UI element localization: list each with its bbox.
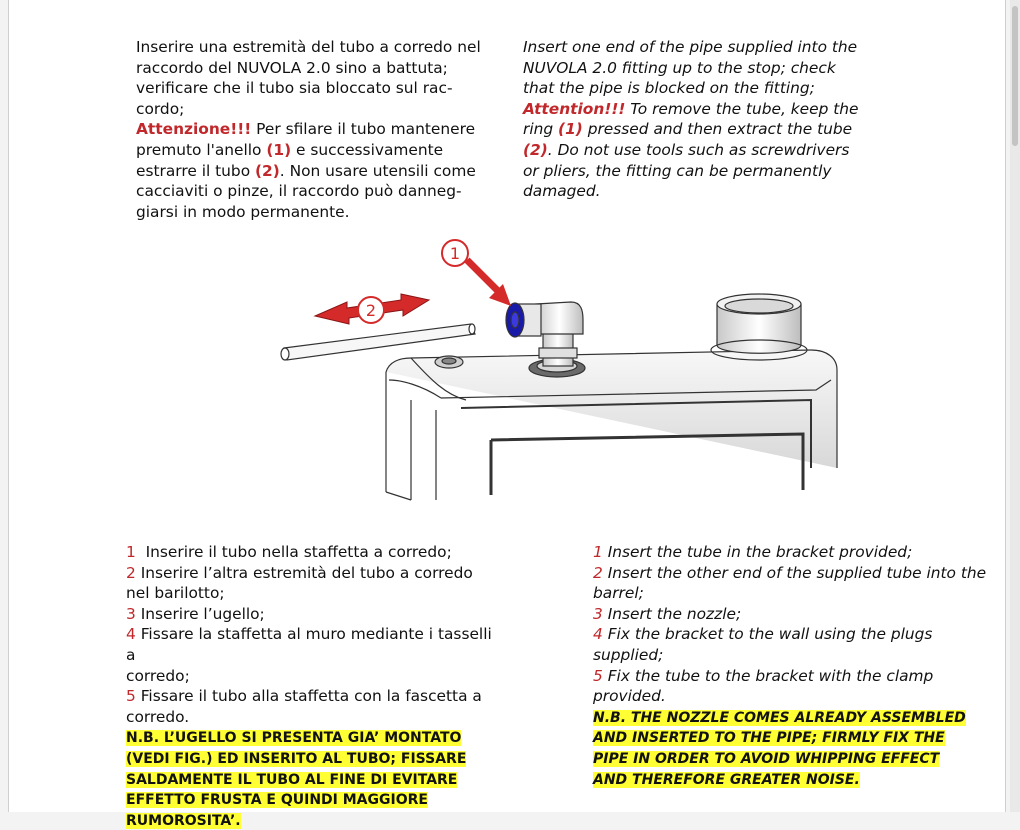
note-line: RUMOROSITA’. bbox=[126, 812, 241, 829]
ref-2: (2) bbox=[255, 161, 280, 180]
step-number: 3 bbox=[126, 604, 136, 623]
text-span: pressed and then extract the tube bbox=[582, 120, 853, 139]
text-span: To remove the tube, keep the bbox=[625, 99, 859, 118]
step-number: 5 bbox=[126, 687, 136, 706]
tank-cylinder bbox=[711, 294, 807, 360]
step-text: Insert the other end of the supplied tube into the bbox=[602, 563, 987, 582]
step-number: 1 bbox=[593, 543, 603, 561]
step-text: Inserire il tubo nella staffetta a corredo; bbox=[135, 543, 452, 561]
tube bbox=[281, 324, 475, 360]
text-line bbox=[136, 119, 481, 140]
note-line: SALDAMENTE IL TUBO AL FINE DI EVITARE bbox=[126, 771, 458, 788]
step-line bbox=[593, 563, 993, 584]
text-span: . Do not use tools such as screwdrivers bbox=[547, 140, 850, 159]
text-line bbox=[523, 99, 863, 120]
step-text: Inserire l’ugello; bbox=[135, 604, 265, 623]
step-number: 2 bbox=[593, 563, 603, 582]
ref-2: (2) bbox=[523, 140, 548, 159]
text-line: raccordo del NUVOLA 2.0 sino a battuta; bbox=[136, 58, 448, 77]
text-line bbox=[523, 119, 863, 140]
step-text: Inserire l’altra estremità del tubo a corredo bbox=[135, 563, 473, 582]
step-text: Fissare il tubo alla staffetta con la fascetta a bbox=[135, 687, 482, 706]
text-line bbox=[523, 140, 863, 161]
ref-1: (1) bbox=[558, 120, 583, 139]
text-line: cacciaviti o pinze, il raccordo può danneg- bbox=[136, 182, 462, 201]
installation-figure bbox=[271, 230, 851, 510]
text-line bbox=[136, 140, 481, 161]
scrollbar-thumb[interactable] bbox=[1012, 6, 1018, 146]
note-line: (VEDI FIG.) ED INSERITO AL TUBO; FISSARE bbox=[126, 750, 467, 767]
vent-cap bbox=[435, 356, 463, 368]
callout-1-label: 1 bbox=[449, 244, 461, 263]
english-note bbox=[593, 707, 993, 789]
step-text: Insert the tube in the bracket provided; bbox=[602, 543, 913, 561]
english-steps bbox=[593, 542, 993, 789]
text-line: cordo; bbox=[136, 99, 185, 118]
note-line: N.B. L’UGELLO SI PRESENTA GIA’ MONTATO bbox=[126, 730, 462, 747]
step-text: Fissare la staffetta al muro mediante i tasselli a bbox=[126, 625, 492, 664]
step-text: Fix the bracket to the wall using the plugs bbox=[602, 625, 933, 644]
step-text: Fix the tube to the bracket with the clamp bbox=[602, 666, 934, 685]
text-span: . Non usare utensili come bbox=[279, 161, 476, 180]
step-line bbox=[593, 666, 993, 687]
step-text: Insert the nozzle; bbox=[602, 604, 742, 623]
step-line bbox=[126, 624, 496, 665]
note-line: PIPE IN ORDER TO AVOID WHIPPING EFFECT bbox=[593, 750, 940, 767]
step-line bbox=[126, 604, 496, 625]
step-number: 4 bbox=[126, 625, 136, 644]
note-line: N.B. THE NOZZLE COMES ALREADY ASSEMBLED bbox=[593, 709, 966, 726]
step-line bbox=[126, 542, 496, 563]
note-line: AND INSERTED TO THE PIPE; FIRMLY FIX THE bbox=[593, 730, 945, 747]
text-span: e successivamente bbox=[291, 140, 444, 159]
step-line bbox=[126, 563, 496, 584]
italian-note bbox=[126, 727, 496, 830]
step-continuation: corredo. bbox=[126, 707, 190, 726]
english-intro-text bbox=[523, 37, 863, 202]
text-line: NUVOLA 2.0 fitting up to the stop; check bbox=[523, 58, 836, 77]
step-number: 4 bbox=[593, 625, 603, 644]
callout-1 bbox=[442, 240, 468, 266]
text-span: premuto l'anello bbox=[136, 140, 267, 159]
text-line: or pliers, the fitting can be permanently bbox=[523, 161, 832, 180]
step-continuation: corredo; bbox=[126, 666, 190, 685]
text-line: Inserire una estremità del tubo a corredo nel bbox=[136, 38, 481, 56]
italian-intro-text bbox=[136, 37, 481, 222]
step-line bbox=[593, 624, 993, 645]
text-line: giarsi in modo permanente. bbox=[136, 202, 350, 221]
step-line bbox=[593, 604, 993, 625]
step-number: 5 bbox=[593, 666, 603, 685]
appliance-body bbox=[386, 350, 837, 500]
step-number: 3 bbox=[593, 604, 603, 623]
text-line: damaged. bbox=[523, 182, 601, 201]
text-span: estrarre il tubo bbox=[136, 161, 255, 180]
text-span: ring bbox=[523, 120, 559, 139]
note-line: AND THEREFORE GREATER NOISE. bbox=[593, 771, 860, 788]
step-line bbox=[126, 686, 496, 707]
step-continuation: nel barilotto; bbox=[126, 584, 225, 603]
step-number: 2 bbox=[126, 563, 136, 582]
text-line bbox=[136, 161, 481, 182]
text-line: that the pipe is blocked on the fitting; bbox=[523, 79, 815, 98]
callout-2 bbox=[358, 297, 384, 323]
text-span: Per sfilare il tubo mantenere bbox=[251, 120, 476, 139]
vertical-scrollbar[interactable] bbox=[1010, 0, 1020, 812]
callout-2-label: 2 bbox=[365, 301, 377, 320]
step-line bbox=[593, 542, 993, 563]
note-line: EFFETTO FRUSTA E QUINDI MAGGIORE bbox=[126, 792, 428, 809]
attention-label: Attention!!! bbox=[523, 99, 626, 118]
step-continuation: provided. bbox=[593, 687, 666, 706]
text-line: verificare che il tubo sia bloccato sul rac- bbox=[136, 79, 453, 98]
step-continuation: supplied; bbox=[593, 645, 664, 664]
ref-1: (1) bbox=[266, 140, 292, 159]
ring-arrow bbox=[467, 260, 511, 306]
step-number: 1 bbox=[126, 543, 136, 561]
text-line: Insert one end of the pipe supplied into the bbox=[523, 38, 858, 56]
document-page bbox=[8, 0, 1006, 829]
step-continuation: barrel; bbox=[593, 584, 644, 603]
italian-steps bbox=[126, 542, 496, 830]
attention-label: Attenzione!!! bbox=[136, 120, 252, 139]
